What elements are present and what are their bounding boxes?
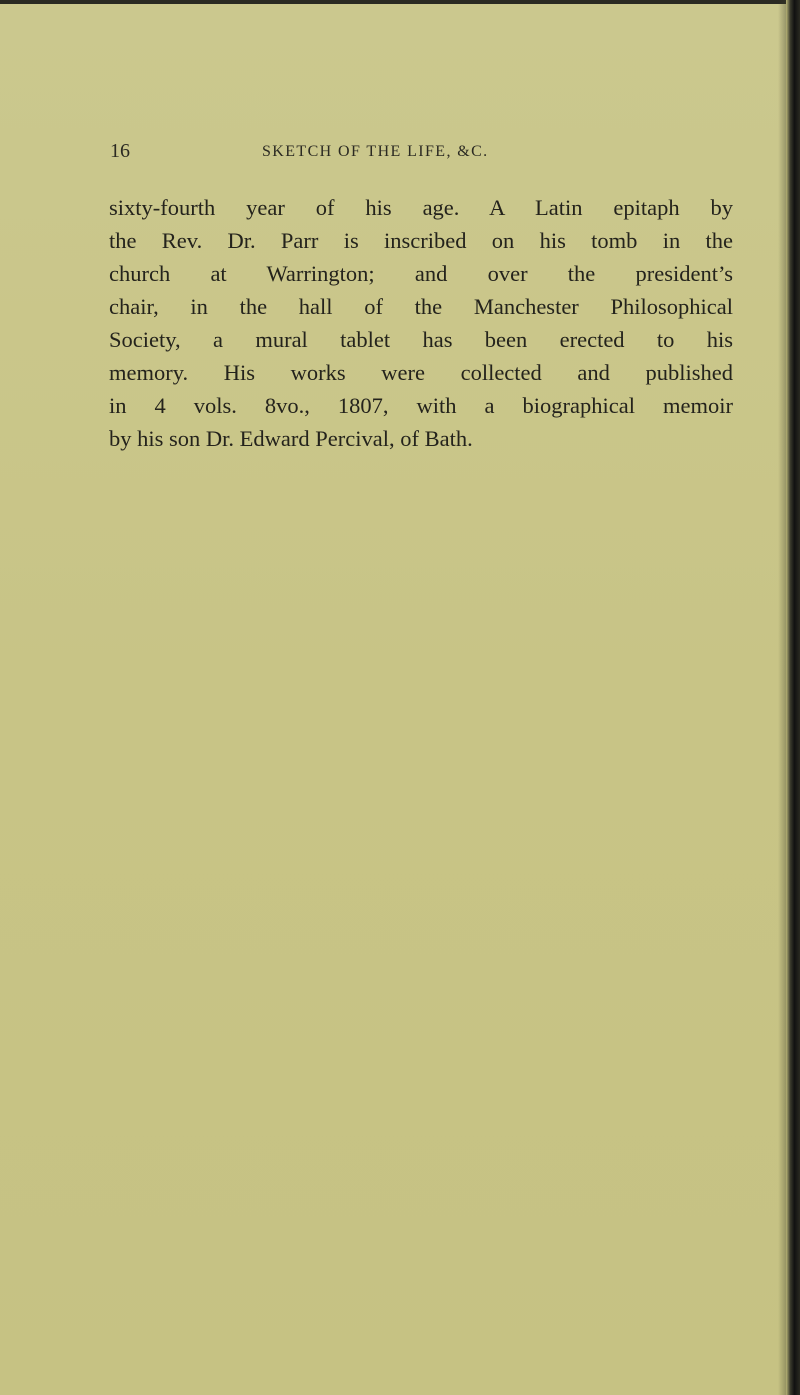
page-right-edge (786, 0, 800, 1395)
text-line: church at Warrington; and over the president’s (109, 261, 733, 286)
page-header (110, 140, 730, 168)
running-head: SKETCH OF THE LIFE, &C. (262, 143, 489, 160)
page-gutter-shadow (778, 0, 786, 1395)
text-line: sixty-fourth year of his age. A Latin epitaph by (109, 195, 733, 220)
text-line: memory. His works were collected and published (109, 360, 733, 385)
text-line: the Rev. Dr. Parr is inscribed on his tomb in the (109, 228, 733, 253)
text-line: chair, in the hall of the Manchester Philosophical (109, 294, 733, 319)
page-number: 16 (110, 140, 130, 162)
text-line: Society, a mural tablet has been erected to his (109, 327, 733, 352)
text-line: by his son Dr. Edward Percival, of Bath. (109, 426, 473, 451)
body-paragraph (109, 191, 733, 455)
text-line: in 4 vols. 8vo., 1807, with a biographical memoir (109, 393, 733, 418)
page-top-edge (0, 0, 800, 4)
